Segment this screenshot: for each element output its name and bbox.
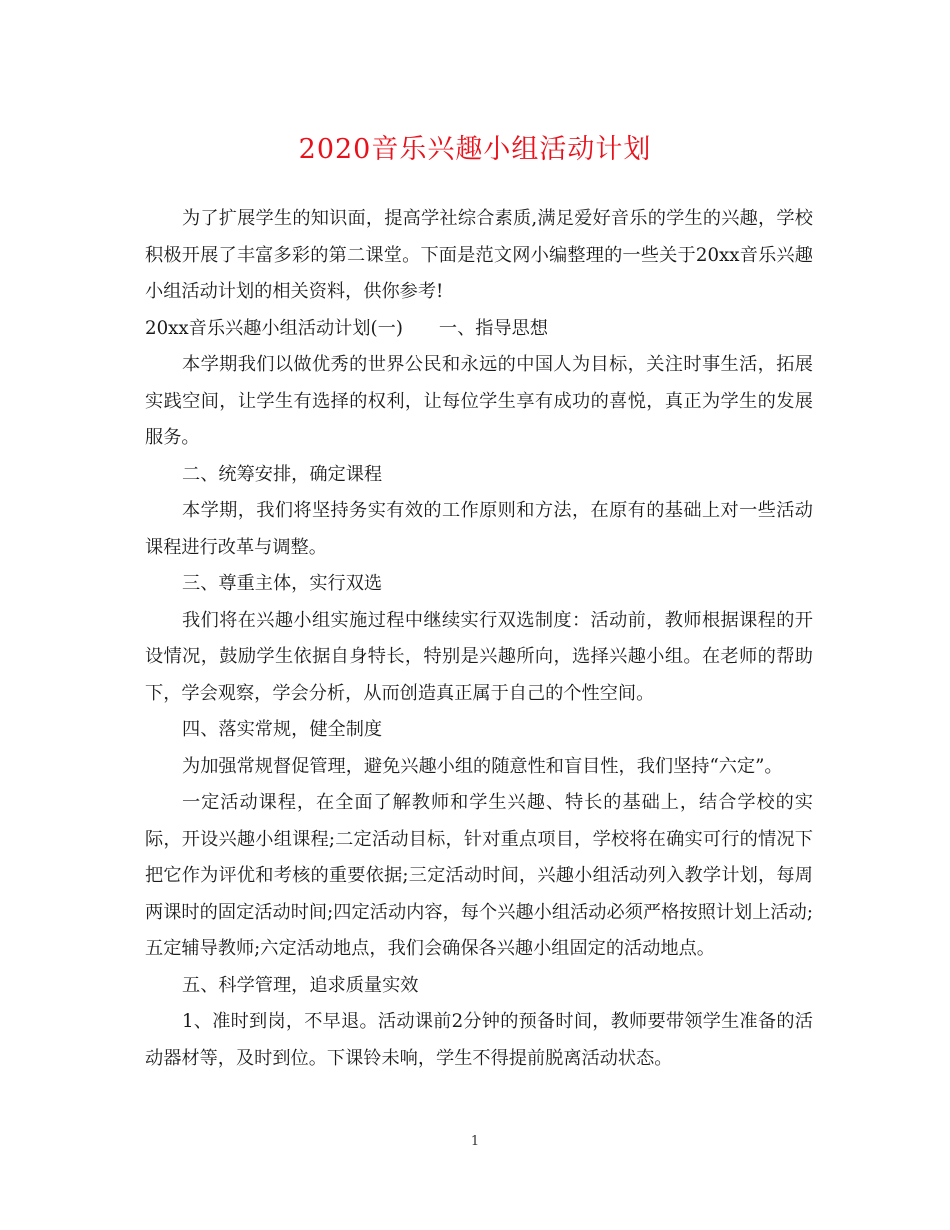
section-heading-5: 五、科学管理，追求质量实效 — [182, 974, 419, 996]
section-heading-4: 四、落实常规，健全制度 — [182, 719, 383, 740]
page-number: 1 — [470, 1134, 480, 1149]
section-3-paragraph-1: 我们将在兴趣小组实施过程中继续实行双选制度：活动前，教师根据课程的开设情况，鼓励学生依据自身特长，特别是兴趣所向，选择兴趣小组。在老师的帮助下，学会观察，学会分析，从而创造真正属于自己的个性空间。 — [145, 609, 813, 704]
section-5-paragraph-1: 1、准时到岗，不早退。活动课前2分钟的预备时间，教师要带领学生准备的活动器材等，及时到位。下课铃未响，学生不得提前脱离活动状态。 — [145, 1011, 813, 1069]
document-title: 2020音乐兴趣小组活动计划 — [298, 134, 652, 165]
section-4-paragraph-2: 一定活动课程，在全面了解教师和学生兴趣、特长的基础上，结合学校的实际，开设兴趣小组课程;二定活动目标，针对重点项目，学校将在确实可行的情况下把它作为评优和考核的重要依据;三定活动时间，兴趣小组活动列入教学计划，每周两课时的固定活动时间;四定活动内容，每个兴趣小组活动必须严格按照计划上活动;五定辅导教师;六定活动地点，我们会确保各兴趣小组固定的活动地点。 — [145, 792, 813, 959]
plan-heading-line — [145, 311, 813, 348]
section-4-paragraph-1: 为加强常规督促管理，避免兴趣小组的随意性和盲目性，我们坚持“六定”。 — [182, 755, 783, 777]
plan-heading: 20xx音乐兴趣小组活动计划(一) — [145, 317, 403, 339]
document-body — [145, 201, 813, 1077]
section-heading-2: 二、统筹安排，确定课程 — [182, 463, 383, 485]
section-heading-1: 一、指导思想 — [438, 317, 549, 339]
section-1-paragraph-1: 本学期我们以做优秀的世界公民和永远的中国人为目标，关注时事生活，拓展实践空间，让学生有选择的权利，让每位学生享有成功的喜悦，真正为学生的发展服务。 — [145, 354, 813, 448]
section-2-paragraph-1: 本学期，我们将坚持务实有效的工作原则和方法，在原有的基础上对一些活动课程进行改革与调整。 — [145, 500, 813, 558]
section-heading-3: 三、尊重主体，实行双选 — [182, 573, 383, 594]
intro-paragraph: 为了扩展学生的知识面，提高学社综合素质,满足爱好音乐的学生的兴趣，学校积极开展了丰富多彩的第二课堂。下面是范文网小编整理的一些关于20xx音乐兴趣小组活动计划的相关资料，供你参考! — [145, 208, 813, 302]
